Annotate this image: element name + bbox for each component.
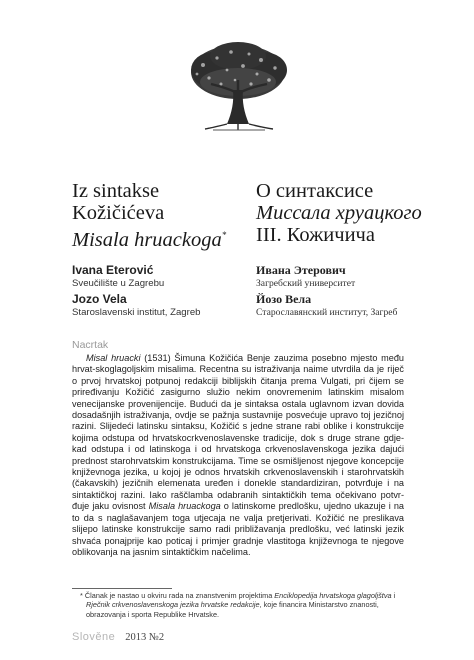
- title-cyrillic-line2: Миссала хруацкого: [256, 202, 422, 224]
- title-latin: [72, 180, 226, 251]
- author-affiliation-cyrillic: Старославянский институт, Загреб: [256, 307, 398, 318]
- author-affiliation-cyrillic: Загребский университет: [256, 278, 356, 289]
- footnote-mark: *: [80, 591, 83, 600]
- abstract-heading: Nacrtak: [72, 339, 109, 351]
- abstract-title-ref: Misal hruacki: [86, 353, 141, 363]
- author-name: Ivana Eterović: [72, 263, 154, 277]
- footnote-project: Rječnik crkvenoslavenskoga jezika hrvatske redakcije: [86, 600, 260, 610]
- title-cyrillic: [256, 180, 422, 246]
- title-latin-line3-text: Misala hruackoga: [72, 228, 222, 251]
- footnote-seg: i: [391, 591, 396, 600]
- author-name: Jozo Vela: [72, 292, 127, 306]
- title-latin-line1: Iz sintakse: [72, 180, 160, 202]
- page-footer: [72, 631, 164, 643]
- abstract-text: o latinskome predlošku, ujedno ukazuje i na to da s naglašavanjem toga utjecaja ne valja pretjerivati. Kožičić ne preslikava slijepo latinske konstrukcije samo radi približavanja predlošku, već latinski jezik shvaća ponajprije kao poticaj i primjer gradnje vlastitoga književnoga te njegove oblikovanja na jasnim sintaktičkim načelima.: [72, 501, 404, 557]
- footnote-project: Enciklopedija hrvatskoga glagoljštva: [274, 591, 392, 600]
- title-cyrillic-line1: О синтаксисе: [256, 180, 374, 202]
- tree-logo: [183, 40, 293, 132]
- abstract-text: (1531) Šimuna Kožičića Benje zauzima posebno mjesto među hrvat-skoglagoljskim misalima. Recentna su istraživanja naime utvrdila da je riječ o prvoj hrvatskoj potpunoj redakciji biblijskih čitanja prema Vulgati, pri čijem se priređivanju Kožičić zasigurno služio nekim onovremenim latinskim misalom venecijanske provenijencije. Budući da je sintaksa ostala uglavnom izvan dovida dosadašnjih istraživanja, ovdje se pažnja sustavnije posvećuje upravo toj jezičnoj razini. Slijedeći latinsku sintaksu, Kožičić s jedne strane rabi oblike i konstrukcije kojima odstupa od hrvatskocrkvenoslavenske tradicije, dok s druge strane gdje-kad odstupa i od latinskoga i od hrvatskoga crkvenoslavenskoga jezika dajući prednost starohrvatskim konstrukcijama. Time se osmišljenost njegove koncepcije književnoga jezika, u kojoj je odnos hrvatskih crkvenoslavenskih i starohrvatskih (čakavskih) jezičnih elemenata uređen i donekle standardiziran, potvrđuje i na sintaktičkoj razini. Iako raščlamba odabranih sintaktičkih tema očekivano potvr-đuje jaku ovisnost: [72, 353, 404, 512]
- title-latin-line2: Kožičićeva: [72, 202, 165, 224]
- title-latin-line3: [72, 224, 226, 251]
- author-affiliation: Staroslavenski institut, Zagreb: [72, 307, 201, 318]
- footnote-seg: , koje financira Ministarstvo znanosti, obrazovanja i sporta Republike Hrvatske.: [86, 600, 379, 619]
- footnote-seg: Članak je nastao u okviru rada na znanstvenim projektima: [84, 591, 275, 600]
- abstract-body: [72, 353, 404, 558]
- journal-issue: 2013 №2: [125, 632, 165, 643]
- author-name-cyrillic: Йозо Вела: [256, 292, 312, 306]
- author-affiliation: Sveučilište u Zagrebu: [72, 278, 165, 289]
- footnote-text: [80, 591, 398, 619]
- abstract-paragraph: [72, 353, 404, 558]
- journal-name: Slověne: [72, 631, 116, 643]
- author-name-cyrillic: Ивана Этерович: [256, 263, 346, 277]
- title-footnote-mark: *: [221, 230, 227, 240]
- title-cyrillic-line3: III. Кожичича: [256, 224, 375, 246]
- footnote-rule: [72, 588, 172, 589]
- abstract-title-ref: Misala hruackoga: [148, 501, 221, 512]
